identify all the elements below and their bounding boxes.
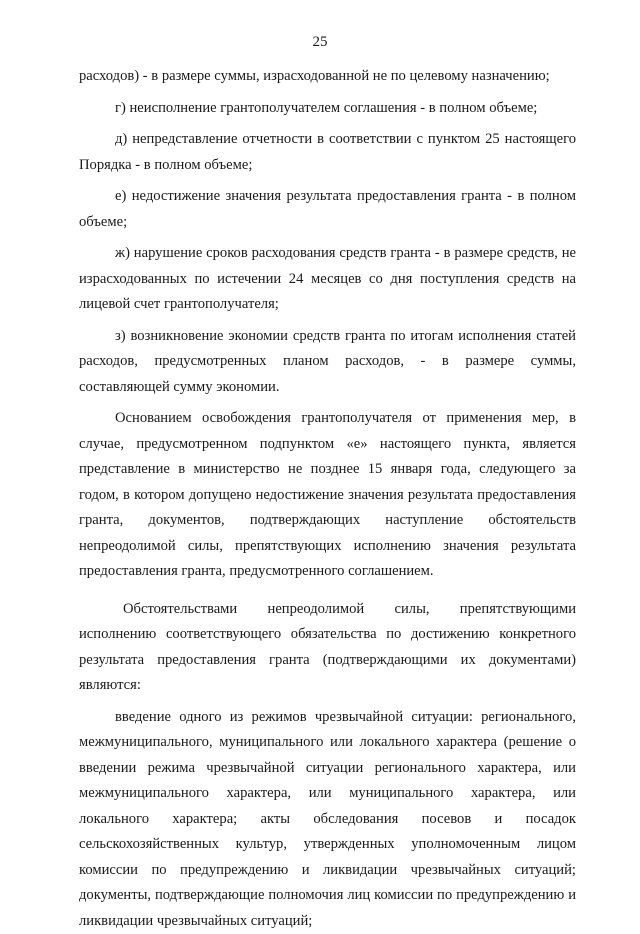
list-item-z: з) возникновение экономии средств гранта по итогам исполнения статей расходов, предусмотренных планом расходов, - в размере суммы, составляющей сумму экономии.	[79, 324, 576, 401]
list-item-zh: ж) нарушение сроков расходования средств гранта - в размере средств, не израсходованных по истечении 24 месяцев со дня поступления средств на лицевой счет грантополучателя;	[79, 241, 576, 318]
paragraph-emergency-regime: введение одного из режимов чрезвычайной ситуации: регионального, межмуниципального, муниципального или локального характера (решение о введении режима чрезвычайной ситуации регионального характера, или межмуниципального характера, или муниципального характера, или локального характера; акты обследования посевов и посадок сельскохозяйственных культур, утвержденных уполномоченным лицом комиссии по предупреждению и ликвидации чрезвычайных ситуаций; документы, подтверждающие полномочия лиц комиссии по предупреждению и ликвидации чрезвычайных ситуаций;	[79, 705, 576, 934]
paragraph-force-majeure: Обстоятельствами непреодолимой силы, препятствующими исполнению соответствующего обязательства по достижению конкретного результата предоставления гранта (подтверждающими их документами) являются:	[79, 597, 576, 699]
list-item-g: г) неисполнение грантополучателем соглашения - в полном объеме;	[79, 96, 576, 122]
paragraph-exemption-basis: Основанием освобождения грантополучателя от применения мер, в случае, предусмотренном подпунктом «е» настоящего пункта, является представление в министерство не позднее 15 января года, следующего за годом, в котором допущено недостижение значения результата предоставления гранта, документов, подтверждающих наступление обстоятельств непреодолимой силы, препятствующих исполнению значения результата предоставления гранта, предусмотренного соглашением.	[79, 406, 576, 585]
list-item-d: д) непредставление отчетности в соответствии с пунктом 25 настоящего Порядка - в полном объеме;	[79, 127, 576, 178]
list-item-e: е) недостижение значения результата предоставления гранта - в полном объеме;	[79, 184, 576, 235]
document-body	[79, 64, 576, 934]
page-number: 25	[0, 34, 640, 51]
paragraph-continuation: расходов) - в размере суммы, израсходованной не по целевому назначению;	[79, 64, 576, 90]
